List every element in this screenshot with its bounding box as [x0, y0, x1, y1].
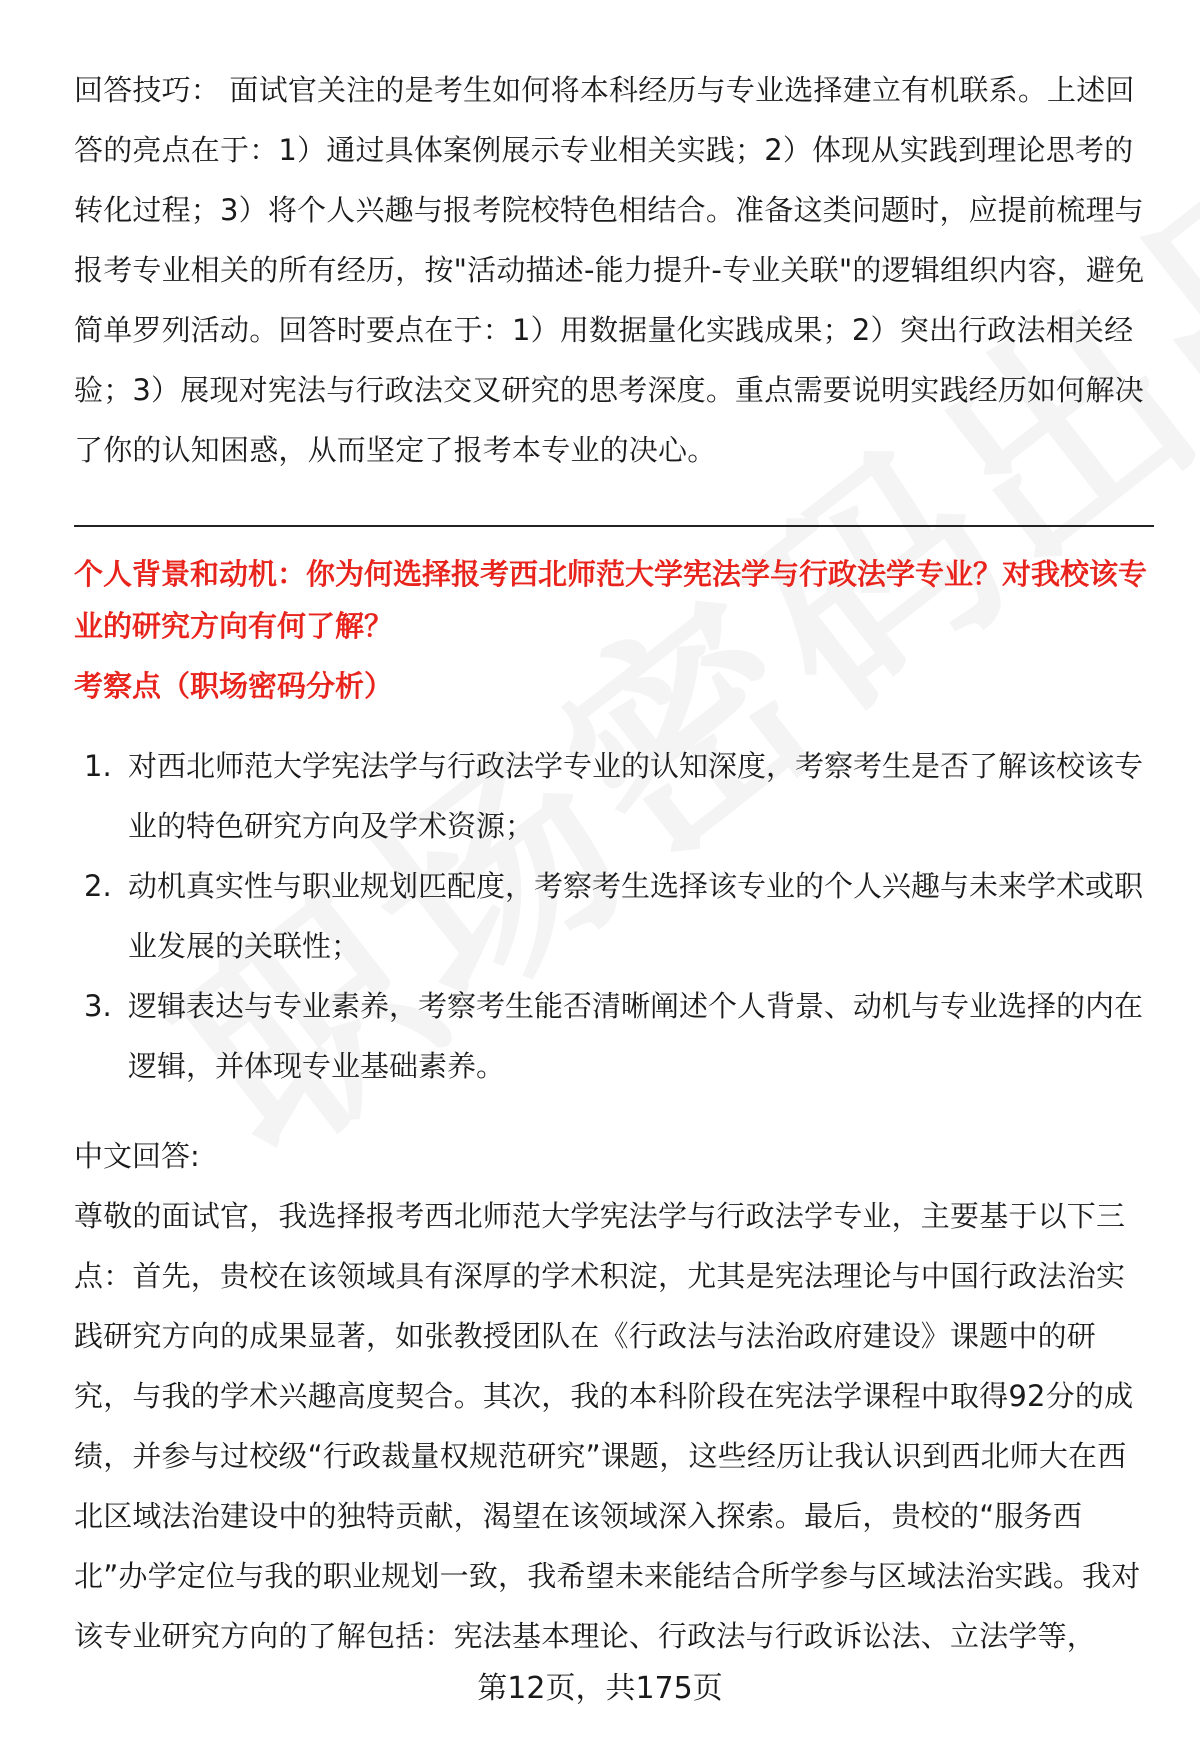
list-item-number: 3. [84, 989, 112, 1023]
list-item-text: 对西北师范大学宪法学与行政法学专业的认知深度，考察考生是否了解该校该专业的特色研究方向及学术资源； [128, 749, 1144, 843]
interview-question: 个人背景和动机：你为何选择报考西北师范大学宪法学与行政法学专业？对我校该专业的研究方向有何了解？ [74, 557, 1148, 643]
answer-tips-paragraph: 回答技巧： 面试官关注的是考生如何将本科经历与专业选择建立有机联系。上述回答的亮点在于：1）通过具体案例展示专业相关实践；2）体现从实践到理论思考的转化过程；3）将个人兴趣与报考院校特色相结合。准备这类问题时，应提前梳理与报考专业相关的所有经历，按"活动描述-能力提升-专业关联"的逻辑组织内容，避免简单罗列活动。回答时要点在于：1）用数据量化实践成果；2）突出行政法相关经验；3）展现对宪法与行政法交叉研究的思考深度。重点需要说明实践经历如何解决了你的认知困惑，从而坚定了报考本专业的决心。 [74, 73, 1145, 467]
list-item [74, 736, 1154, 856]
list-item-text: 逻辑表达与专业素养，考察考生能否清晰阐述个人背景、动机与专业选择的内在逻辑，并体现专业基础素养。 [128, 989, 1144, 1083]
list-item-number: 2. [84, 869, 112, 903]
list-item-number: 1. [84, 749, 112, 783]
list-item [74, 856, 1154, 976]
assessment-points-title: 考察点（职场密码分析） [74, 669, 394, 703]
list-item-text: 动机真实性与职业规划匹配度，考察考生选择该专业的个人兴趣与未来学术或职业发展的关联性； [128, 869, 1144, 963]
section-divider [74, 525, 1154, 527]
answer-label: 中文回答: [74, 1139, 200, 1173]
answer-paragraph: 尊敬的面试官，我选择报考西北师范大学宪法学与行政法学专业，主要基于以下三点：首先，贵校在该领域具有深厚的学术积淀，尤其是宪法理论与中国行政法治实践研究方向的成果显著，如张教授团队在《行政法与法治政府建设》课题中的研究，与我的学术兴趣高度契合。其次，我的本科阶段在宪法学课程中取得92分的成绩，并参与过校级“行政裁量权规范研究”课题，这些经历让我认识到西北师大在西北区域法治建设中的独特贡献，渴望在该领域深入探索。最后，贵校的“服务西北”办学定位与我的职业规划一致，我希望未来能结合所学参与区域法治实践。我对该专业研究方向的了解包括：宪法基本理论、行政法与行政诉讼法、立法学等， [74, 1199, 1141, 1653]
assessment-points-list [74, 736, 1154, 1096]
list-item [74, 976, 1154, 1096]
page-number: 第12页，共175页 [477, 1671, 723, 1706]
